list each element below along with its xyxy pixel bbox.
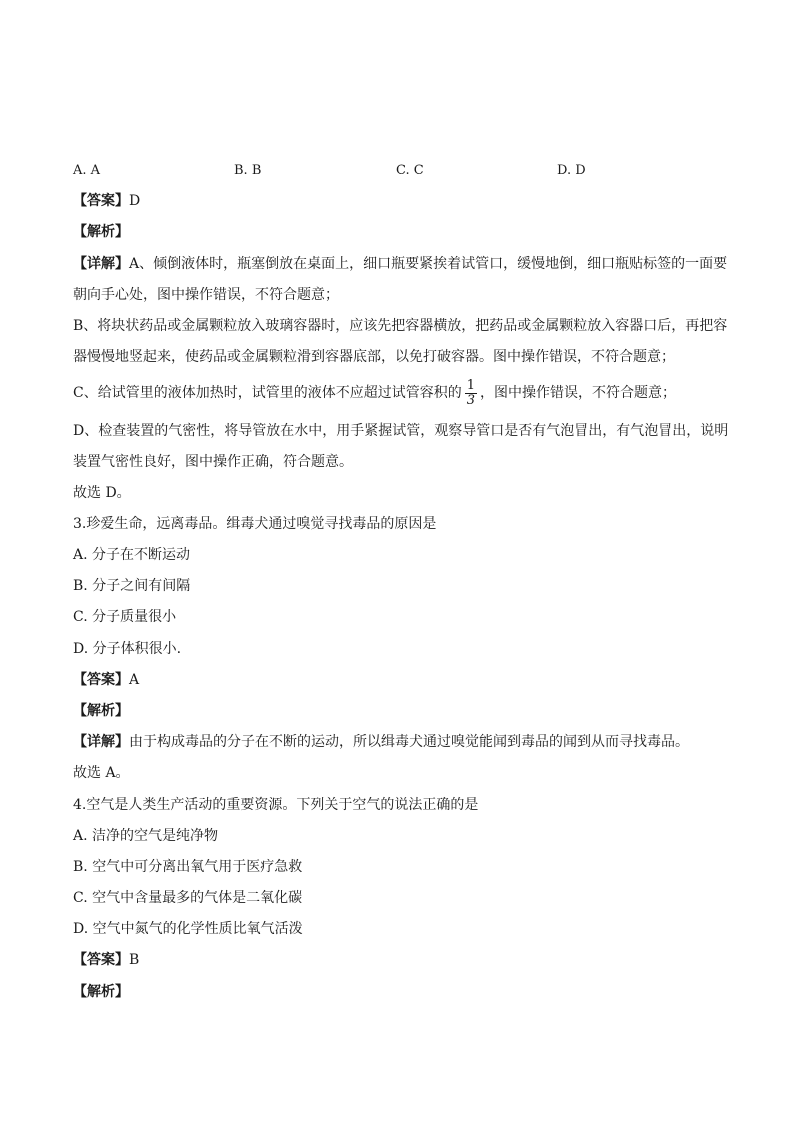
- q3-answer-line: [73, 670, 723, 690]
- q4-stem: 4.空气是人类生产活动的重要资源。下列关于空气的说法正确的是: [73, 797, 479, 813]
- q2-detail-a-line1: [73, 254, 728, 274]
- q2-option-d: D. D: [557, 163, 586, 178]
- detail-c-pre: C、给试管里的液体加热时，试管里的液体不应超过试管容积的: [73, 385, 462, 401]
- answer-tag: 【答案】: [73, 672, 129, 688]
- q4-answer-line: [73, 950, 723, 970]
- q3-option-a: A. 分子在不断运动: [73, 547, 191, 563]
- q4-option-b: B. 空气中可分离出氧气用于医疗急救: [73, 859, 303, 875]
- q4-analysis-heading: [73, 982, 723, 1002]
- q2-option-b: B. B: [234, 163, 262, 178]
- q2-answer-line: [73, 191, 723, 211]
- q2-analysis-heading: [73, 222, 723, 242]
- fraction-numerator: 1: [466, 377, 475, 393]
- q2-conclusion: 故选 D。: [73, 485, 131, 501]
- answer-tag: 【答案】: [73, 952, 129, 968]
- detail-tag: 【详解】: [73, 256, 129, 272]
- q3-option-b: B. 分子之间有间隔: [73, 578, 191, 594]
- analysis-tag: 【解析】: [73, 224, 129, 240]
- q3-conclusion: 故选 A。: [73, 765, 130, 781]
- q3-stem: 3.珍爱生命，远离毒品。缉毒犬通过嗅觉寻找毒品的原因是: [73, 516, 437, 532]
- q3-detail-line: [73, 732, 723, 752]
- fraction-one-third: [465, 379, 477, 408]
- detail-c-post: ，图中操作错误，不符合题意；: [480, 385, 676, 401]
- q4-option-a: A. 洁净的空气是纯净物: [73, 828, 219, 844]
- q4-option-d: D. 空气中氮气的化学性质比氧气活泼: [73, 921, 303, 937]
- q2-option-c: C. C: [396, 163, 424, 178]
- detail-text: 由于构成毒品的分子在不断的运动，所以缉毒犬通过嗅觉能闻到毒品的闻到从而寻找毒品。: [129, 734, 689, 750]
- answer-value: B: [129, 952, 140, 968]
- detail-tag: 【详解】: [73, 734, 129, 750]
- analysis-tag: 【解析】: [73, 703, 129, 719]
- q2-detail-d-line1: D、检查装置的气密性，将导管放在水中，用手紧握试管，观察导管口是否有气泡冒出，有气泡冒出，说明: [73, 423, 729, 439]
- q4-option-c: C. 空气中含量最多的气体是二氧化碳: [73, 890, 303, 906]
- q2-detail-a-line2: 朝向手心处，图中操作错误，不符合题意；: [73, 287, 339, 303]
- q2-option-a: A. A: [73, 163, 101, 178]
- detail-text: A、倾倒液体时，瓶塞倒放在桌面上，细口瓶要紧挨着试管口，缓慢地倒，细口瓶贴标签的一面要: [129, 256, 728, 272]
- answer-tag: 【答案】: [73, 193, 129, 209]
- fraction-denominator: 3: [466, 392, 475, 408]
- q2-detail-d-line2: 装置气密性良好，图中操作正确，符合题意。: [73, 454, 353, 470]
- q3-analysis-heading: [73, 701, 723, 721]
- q2-detail-c-line: [73, 374, 723, 412]
- q3-option-c: C. 分子质量很小: [73, 609, 177, 625]
- answer-value: D: [129, 193, 141, 209]
- q3-option-d: D. 分子体积很小.: [73, 641, 182, 657]
- q2-detail-b-line1: B、将块状药品或金属颗粒放入玻璃容器时，应该先把容器横放，把药品或金属颗粒放入容器口后，再把容: [73, 318, 728, 334]
- q2-detail-b-line2: 器慢慢地竖起来，使药品或金属颗粒滑到容器底部，以免打破容器。图中操作错误，不符合题意；: [73, 349, 675, 365]
- answer-value: A: [129, 672, 140, 688]
- analysis-tag: 【解析】: [73, 984, 129, 1000]
